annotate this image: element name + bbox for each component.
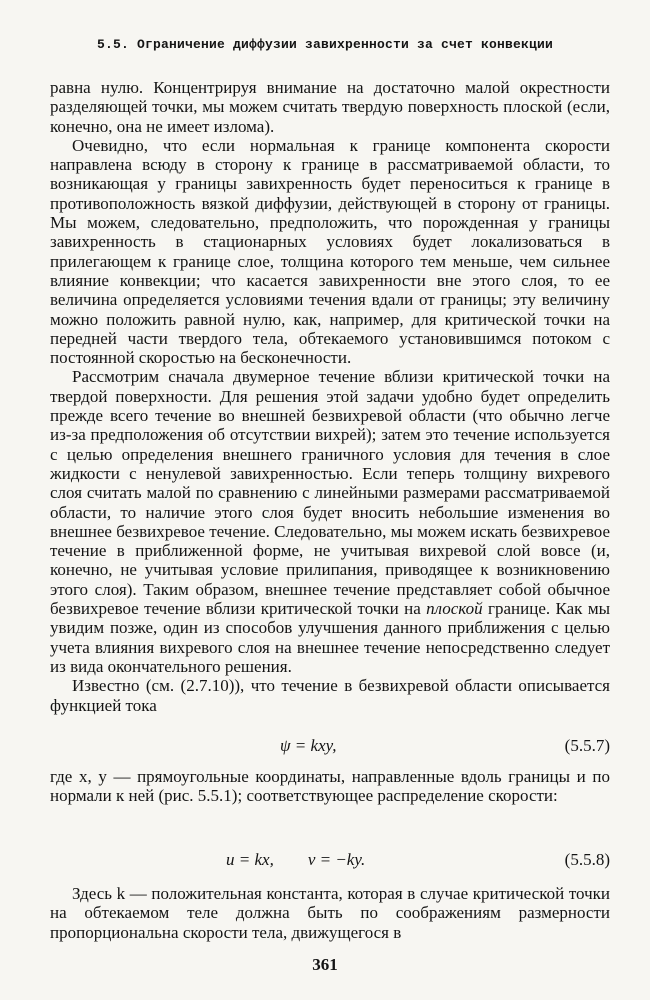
equation-5-5-8 <box>50 850 610 872</box>
paragraph-continuation: равна нулю. Концентрируя внимание на достаточно малой окрестности разделяющей точки, мы можем считать твердую поверхность плоской (если, конечно, она не имеет излома). <box>50 78 610 136</box>
equation-number: (5.5.8) <box>564 850 610 869</box>
body-text-block <box>50 767 610 806</box>
paragraph-stream-function: Известно (см. (2.7.10)), что течение в безвихревой области описывается функцией тока <box>50 676 610 715</box>
paragraph-text-part: границе. Как мы увидим позже, один из способов улучшения данного приближения с целью учета влияния вихревого слоя на внешнее течение непосредственно следует из вида окончательного решения. <box>50 599 610 676</box>
equation-expression: u = kx, v = −ky. <box>226 850 366 869</box>
paragraph-text-part: Рассмотрим сначала двумерное течение вблизи критической точки на твердой поверхности. Для решения этой задачи удобно будет определить прежде всего течение во внешней безвихревой области (что обычно легче из-за предположения об отсутствии вихрей); затем это течение используется с целью определения внешнего граничного условия для течения в слое жидкости с ненулевой завихренностью. Если теперь толщину вихревого слоя считать малой по сравнению с линейными размерами рассматриваемой области, то наличие этого слоя будет вносить небольшие изменения во внешнее безвихревое течение. Следовательно, мы можем искать безвихревое течение в приближенной форме, не учитывая вихревой слой вовсе (и, конечно, не учитывая условие прилипания, приводящее к возникновению этого слоя). Таким образом, внешнее течение представляет собой обычное безвихревое течение вблизи критической точки на <box>50 367 610 619</box>
page-number: 361 <box>312 955 338 974</box>
body-text-block <box>50 78 610 715</box>
italic-term: плоской <box>426 599 483 619</box>
paragraph-coordinates: где x, y — прямоугольные координаты, направленные вдоль границы и по нормали к ней (рис. 5.5.1); соответствующее распределение скорости: <box>50 767 610 806</box>
paragraph-critical-point <box>50 367 610 676</box>
equation-5-5-7 <box>50 736 610 758</box>
paragraph-convection: Очевидно, что если нормальная к границе компонента скорости направлена всюду в сторону к границе в рассматриваемой области, то возникающая у границы завихренность будет переноситься к границе в противоположность вязкой диффузии, действующей в сторону от границы. Мы можем, следовательно, предположить, что порожденная у границы завихренность в стационарных условиях будет локализоваться в прилегающем к границе слое, толщина которого тем меньше, чем сильнее влияние конвекции; что касается завихренности вне этого слоя, то ее величина определяется условиями течения вдали от границы; эту величину можно положить равной нулю, как, например, для критической точки на передней части твердого тела, обтекаемого установившимся потоком с постоянной скоростью на бесконечности. <box>50 135 610 368</box>
equation-expression: ψ = kxy, <box>280 736 337 755</box>
body-text-block <box>50 884 610 942</box>
running-header: 5.5. Ограничение диффузии завихренности за счет конвекции <box>96 37 554 52</box>
equation-number: (5.5.7) <box>564 736 610 755</box>
paragraph-constant-k: Здесь k — положительная константа, которая в случае критической точки на обтекаемом теле должна быть по соображениям размерности пропорциональна скорости тела, движущегося в <box>50 884 610 942</box>
